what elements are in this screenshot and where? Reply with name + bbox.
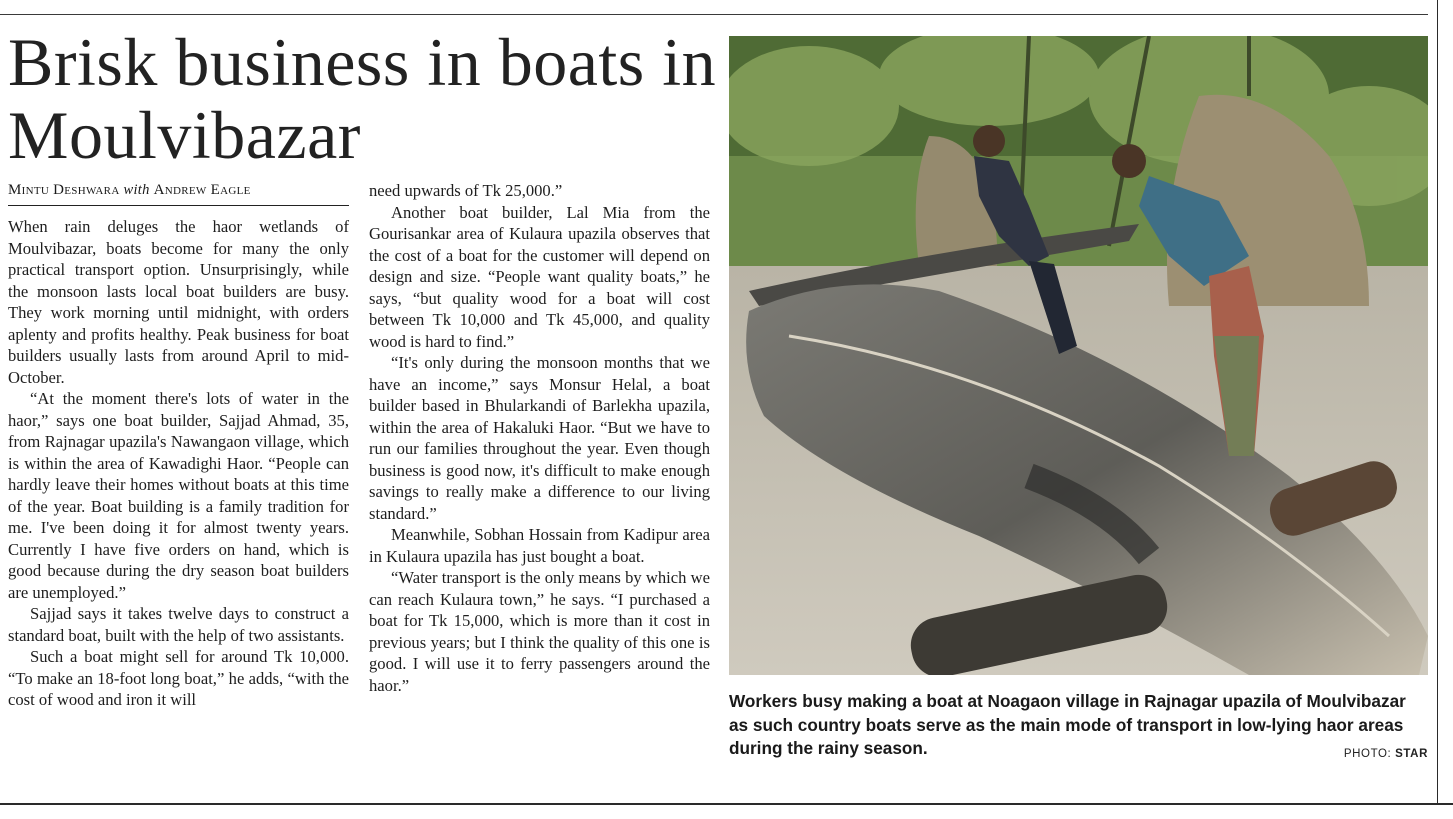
photo-credit [1200, 748, 1428, 760]
bottom-rule [0, 803, 1453, 805]
boat-photo-illustration [729, 36, 1428, 675]
top-rule [0, 14, 1428, 15]
paragraph: “Water transport is the only means by which we can reach Kulaura town,” he says. “I purchased a boat for Tk 15,000, which is more than it cost in previous years; but I think the quality of this one is good. I will use it to ferry passengers around the haor.” [369, 568, 710, 695]
paragraph: Another boat builder, Lal Mia from the Gourisankar area of Kulaura upazila observes that the cost of a boat for the customer will depend on design and size. “People want quality boats,” he says, “but quality wood for a boat will cost between Tk 10,000 and Tk 45,000, and quality wood is hard to find.” [369, 202, 710, 351]
paragraph: “It's only during the monsoon months that we have an income,” says Monsur Helal, a boat builder based in Bhularkandi of Barlekha upazila, within the area of Hakaluki Haor. “But we have to run our families throughout the year. Even though business is good now, it's difficult to make enough savings to really make a difference to our living standard.” [369, 353, 710, 523]
paragraph: When rain deluges the haor wetlands of Moulvibazar, boats become for many the only practical transport option. Unsurprisingly, while the monsoon lasts local boat builders are busy. They work morning until midnight, with orders aplenty and profits healthy. Peak business for boat builders usually lasts from around April to mid-October. [8, 217, 349, 387]
boat-photo [729, 36, 1428, 675]
headline: Brisk business in boats in Moulvibazar [8, 24, 717, 173]
photo-credit-prefix: PHOTO: [1343, 748, 1392, 760]
byline [8, 182, 349, 206]
paragraph: Sajjad says it takes twelve days to construct a standard boat, built with the help of two assistants. [8, 604, 349, 645]
byline-coauthor: Andrew Eagle [153, 182, 251, 198]
byline-author: Mintu Deshwara [8, 182, 120, 198]
paragraph: “At the moment there's lots of water in the haor,” says one boat builder, Sajjad Ahmad, 35, from Rajnagar upazila's Nawangaon village, which is within the area of Kawadighi Haor. “People can hardly leave their homes without boats at this time of the year. Boat building is a family tradition for me. I've been doing it for almost twenty years. Currently I have five orders on hand, which is good because during the dry season boat builders are unemployed.” [8, 389, 349, 602]
right-rule [1437, 0, 1438, 804]
paragraph: Such a boat might sell for around Tk 10,000. “To make an 18-foot long boat,” he adds, “with the cost of wood and iron it will [8, 647, 349, 709]
article-column-1 [8, 216, 349, 711]
paragraph: need upwards of Tk 25,000.” [369, 181, 563, 200]
photo-caption: Workers busy making a boat at Noagaon village in Rajnagar upazila of Moulvibazar as such country boats serve as the main mode of transport in low-lying haor areas during the rainy season. [729, 691, 1406, 758]
photo-credit-source: STAR [1395, 748, 1428, 760]
byline-joiner: with [123, 182, 150, 198]
article-column-2 [369, 180, 710, 696]
paragraph: Meanwhile, Sobhan Hossain from Kadipur area in Kulaura upazila has just bought a boat. [369, 525, 710, 566]
